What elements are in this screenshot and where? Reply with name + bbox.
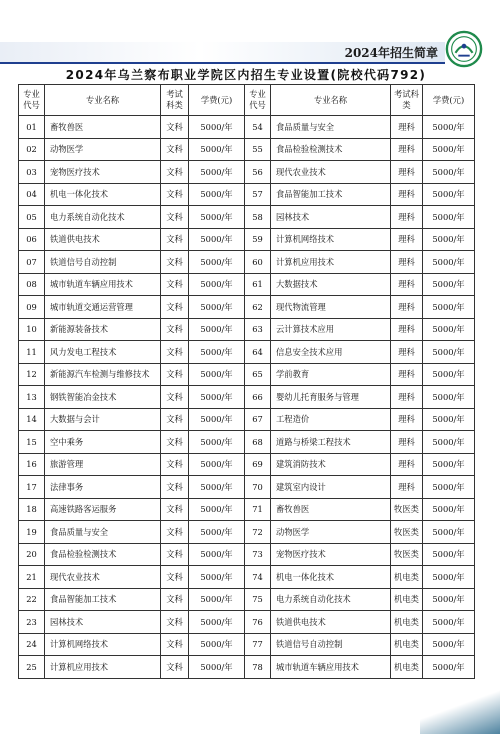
table-row [19,543,475,566]
exam-category: 理科 [391,386,423,409]
major-code: 06 [19,228,45,251]
major-code: 19 [19,521,45,544]
major-code: 16 [19,453,45,476]
tuition-fee: 5000/年 [423,633,475,656]
tuition-fee: 5000/年 [423,521,475,544]
major-code: 55 [245,138,271,161]
major-name: 计算机应用技术 [45,656,161,679]
table-row [19,116,475,139]
tuition-fee: 5000/年 [189,228,245,251]
tuition-fee: 5000/年 [189,251,245,274]
table-row [19,656,475,679]
exam-category: 机电类 [391,588,423,611]
exam-category: 文科 [161,251,189,274]
major-code: 20 [19,543,45,566]
exam-category: 机电类 [391,633,423,656]
tuition-fee: 5000/年 [189,431,245,454]
exam-category: 文科 [161,543,189,566]
tuition-fee: 5000/年 [423,498,475,521]
major-name: 高速铁路客运服务 [45,498,161,521]
major-code: 18 [19,498,45,521]
tuition-fee: 5000/年 [189,498,245,521]
tuition-fee: 5000/年 [189,408,245,431]
major-code: 56 [245,161,271,184]
tuition-fee: 5000/年 [423,161,475,184]
major-code: 78 [245,656,271,679]
brochure-title: 2024年招生简章 [344,46,438,60]
major-name: 电力系统自动化技术 [45,206,161,229]
exam-category: 文科 [161,476,189,499]
major-name: 城市轨道交通运营管理 [45,296,161,319]
major-code: 07 [19,251,45,274]
exam-category: 理科 [391,116,423,139]
major-code: 57 [245,183,271,206]
major-name: 城市轨道车辆应用技术 [45,273,161,296]
tuition-fee: 5000/年 [189,161,245,184]
tuition-fee: 5000/年 [423,296,475,319]
tuition-fee: 5000/年 [423,206,475,229]
exam-category: 牧医类 [391,521,423,544]
major-name: 食品质量与安全 [45,521,161,544]
table-row [19,633,475,656]
table-body [19,116,475,679]
tuition-fee: 5000/年 [189,611,245,634]
major-code: 23 [19,611,45,634]
exam-category: 理科 [391,251,423,274]
major-code: 74 [245,566,271,589]
major-code: 03 [19,161,45,184]
table-row [19,408,475,431]
major-name: 钢铁智能冶金技术 [45,386,161,409]
major-name: 园林技术 [271,206,391,229]
exam-category: 文科 [161,431,189,454]
major-name: 食品智能加工技术 [45,588,161,611]
major-code: 64 [245,341,271,364]
college-logo-icon [445,30,483,68]
table-row [19,273,475,296]
tuition-fee: 5000/年 [189,543,245,566]
tuition-fee: 5000/年 [189,206,245,229]
exam-category: 文科 [161,318,189,341]
major-code: 65 [245,363,271,386]
major-name: 现代农业技术 [271,161,391,184]
major-code: 25 [19,656,45,679]
major-name: 铁道供电技术 [45,228,161,251]
exam-category: 理科 [391,476,423,499]
tuition-fee: 5000/年 [423,138,475,161]
exam-category: 理科 [391,296,423,319]
column-header-name: 专业名称 [271,85,391,116]
exam-category: 机电类 [391,611,423,634]
tuition-fee: 5000/年 [189,633,245,656]
exam-category: 理科 [391,318,423,341]
tuition-fee: 5000/年 [423,431,475,454]
tuition-fee: 5000/年 [423,453,475,476]
major-name: 建筑室内设计 [271,476,391,499]
exam-category: 文科 [161,386,189,409]
exam-category: 文科 [161,588,189,611]
major-name: 机电一体化技术 [45,183,161,206]
major-code: 17 [19,476,45,499]
exam-category: 文科 [161,116,189,139]
table-row [19,386,475,409]
major-code: 01 [19,116,45,139]
major-name: 云计算技术应用 [271,318,391,341]
exam-category: 理科 [391,161,423,184]
corner-shadow [420,690,500,734]
exam-category: 理科 [391,363,423,386]
table-row [19,161,475,184]
major-name: 铁道信号自动控制 [271,633,391,656]
major-name: 机电一体化技术 [271,566,391,589]
table-row [19,318,475,341]
tuition-fee: 5000/年 [423,386,475,409]
exam-category: 理科 [391,206,423,229]
tuition-fee: 5000/年 [423,228,475,251]
column-header-category: 考试科类 [161,85,189,116]
table-row [19,588,475,611]
exam-category: 文科 [161,498,189,521]
major-code: 62 [245,296,271,319]
tuition-fee: 5000/年 [189,476,245,499]
exam-category: 理科 [391,453,423,476]
major-code: 66 [245,386,271,409]
exam-category: 文科 [161,138,189,161]
major-code: 22 [19,588,45,611]
major-code: 09 [19,296,45,319]
major-name: 风力发电工程技术 [45,341,161,364]
exam-category: 文科 [161,363,189,386]
major-name: 食品质量与安全 [271,116,391,139]
tuition-fee: 5000/年 [423,318,475,341]
tuition-fee: 5000/年 [423,588,475,611]
major-name: 城市轨道车辆应用技术 [271,656,391,679]
exam-category: 文科 [161,566,189,589]
major-name: 铁道供电技术 [271,611,391,634]
major-name: 宠物医疗技术 [271,543,391,566]
column-header-fee: 学费(元) [189,85,245,116]
table-row [19,206,475,229]
major-name: 现代农业技术 [45,566,161,589]
exam-category: 牧医类 [391,498,423,521]
tuition-fee: 5000/年 [189,656,245,679]
major-code: 70 [245,476,271,499]
exam-category: 文科 [161,656,189,679]
major-code: 59 [245,228,271,251]
table-row [19,498,475,521]
table-row [19,453,475,476]
tuition-fee: 5000/年 [189,341,245,364]
major-name: 动物医学 [45,138,161,161]
major-code: 73 [245,543,271,566]
tuition-fee: 5000/年 [189,296,245,319]
major-code: 63 [245,318,271,341]
table-row [19,341,475,364]
major-name: 食品检验检测技术 [45,543,161,566]
table-row [19,476,475,499]
exam-category: 理科 [391,273,423,296]
table-row [19,431,475,454]
major-name: 畜牧兽医 [45,116,161,139]
table-row [19,296,475,319]
major-name: 信息安全技术应用 [271,341,391,364]
exam-category: 文科 [161,206,189,229]
tuition-fee: 5000/年 [189,588,245,611]
major-name: 宠物医疗技术 [45,161,161,184]
major-code: 72 [245,521,271,544]
table-row [19,566,475,589]
major-code: 10 [19,318,45,341]
tuition-fee: 5000/年 [189,138,245,161]
tuition-fee: 5000/年 [423,273,475,296]
table-row [19,138,475,161]
column-header-code: 专业代号 [19,85,45,116]
major-name: 计算机应用技术 [271,251,391,274]
major-name: 新能源汽车检测与维修技术 [45,363,161,386]
table-row [19,363,475,386]
exam-category: 文科 [161,611,189,634]
major-code: 77 [245,633,271,656]
tuition-fee: 5000/年 [423,566,475,589]
tuition-fee: 5000/年 [423,611,475,634]
major-name: 计算机网络技术 [45,633,161,656]
major-code: 76 [245,611,271,634]
major-name: 现代物流管理 [271,296,391,319]
tuition-fee: 5000/年 [423,543,475,566]
major-code: 15 [19,431,45,454]
major-code: 75 [245,588,271,611]
major-name: 工程造价 [271,408,391,431]
tuition-fee: 5000/年 [423,341,475,364]
major-name: 动物医学 [271,521,391,544]
major-code: 67 [245,408,271,431]
tuition-fee: 5000/年 [189,116,245,139]
major-code: 21 [19,566,45,589]
major-name: 婴幼儿托育服务与管理 [271,386,391,409]
tuition-fee: 5000/年 [189,566,245,589]
major-name: 法律事务 [45,476,161,499]
exam-category: 文科 [161,633,189,656]
exam-category: 理科 [391,408,423,431]
exam-category: 文科 [161,521,189,544]
table-row [19,611,475,634]
exam-category: 文科 [161,341,189,364]
table-row [19,521,475,544]
major-name: 食品智能加工技术 [271,183,391,206]
major-code: 68 [245,431,271,454]
major-code: 13 [19,386,45,409]
major-code: 60 [245,251,271,274]
major-code: 08 [19,273,45,296]
column-header-category: 考试科类 [391,85,423,116]
tuition-fee: 5000/年 [189,183,245,206]
tuition-fee: 5000/年 [423,116,475,139]
exam-category: 文科 [161,161,189,184]
major-code: 54 [245,116,271,139]
column-header-code: 专业代号 [245,85,271,116]
tuition-fee: 5000/年 [423,476,475,499]
major-name: 畜牧兽医 [271,498,391,521]
exam-category: 理科 [391,228,423,251]
major-name: 园林技术 [45,611,161,634]
tuition-fee: 5000/年 [189,318,245,341]
exam-category: 牧医类 [391,543,423,566]
major-code: 05 [19,206,45,229]
column-header-fee: 学费(元) [423,85,475,116]
exam-category: 文科 [161,228,189,251]
major-name: 新能源装备技术 [45,318,161,341]
exam-category: 理科 [391,431,423,454]
tuition-fee: 5000/年 [189,521,245,544]
major-name: 铁道信号自动控制 [45,251,161,274]
exam-category: 理科 [391,183,423,206]
table-row [19,183,475,206]
exam-category: 文科 [161,296,189,319]
tuition-fee: 5000/年 [189,363,245,386]
major-name: 计算机网络技术 [271,228,391,251]
major-name: 电力系统自动化技术 [271,588,391,611]
tuition-fee: 5000/年 [423,363,475,386]
major-name: 大数据与会计 [45,408,161,431]
tuition-fee: 5000/年 [189,453,245,476]
exam-category: 文科 [161,183,189,206]
major-code: 58 [245,206,271,229]
table-header-row [19,85,475,116]
major-code: 69 [245,453,271,476]
exam-category: 文科 [161,408,189,431]
major-code: 71 [245,498,271,521]
table-row [19,228,475,251]
major-name: 食品检验检测技术 [271,138,391,161]
tuition-fee: 5000/年 [423,656,475,679]
major-name: 旅游管理 [45,453,161,476]
tuition-fee: 5000/年 [423,251,475,274]
exam-category: 理科 [391,138,423,161]
exam-category: 文科 [161,453,189,476]
major-code: 11 [19,341,45,364]
major-name: 学前教育 [271,363,391,386]
major-code: 24 [19,633,45,656]
exam-category: 机电类 [391,656,423,679]
major-code: 04 [19,183,45,206]
major-code: 61 [245,273,271,296]
major-name: 大数据技术 [271,273,391,296]
table-row [19,251,475,274]
majors-table [18,84,475,679]
major-code: 14 [19,408,45,431]
tuition-fee: 5000/年 [189,273,245,296]
exam-category: 机电类 [391,566,423,589]
tuition-fee: 5000/年 [189,386,245,409]
column-header-name: 专业名称 [45,85,161,116]
major-name: 空中乘务 [45,431,161,454]
major-code: 12 [19,363,45,386]
tuition-fee: 5000/年 [423,183,475,206]
exam-category: 理科 [391,341,423,364]
major-name: 道路与桥梁工程技术 [271,431,391,454]
exam-category: 文科 [161,273,189,296]
major-name: 建筑消防技术 [271,453,391,476]
page-title: 2024年乌兰察布职业学院区内招生专业设置(院校代码792) [65,68,427,82]
tuition-fee: 5000/年 [423,408,475,431]
major-code: 02 [19,138,45,161]
